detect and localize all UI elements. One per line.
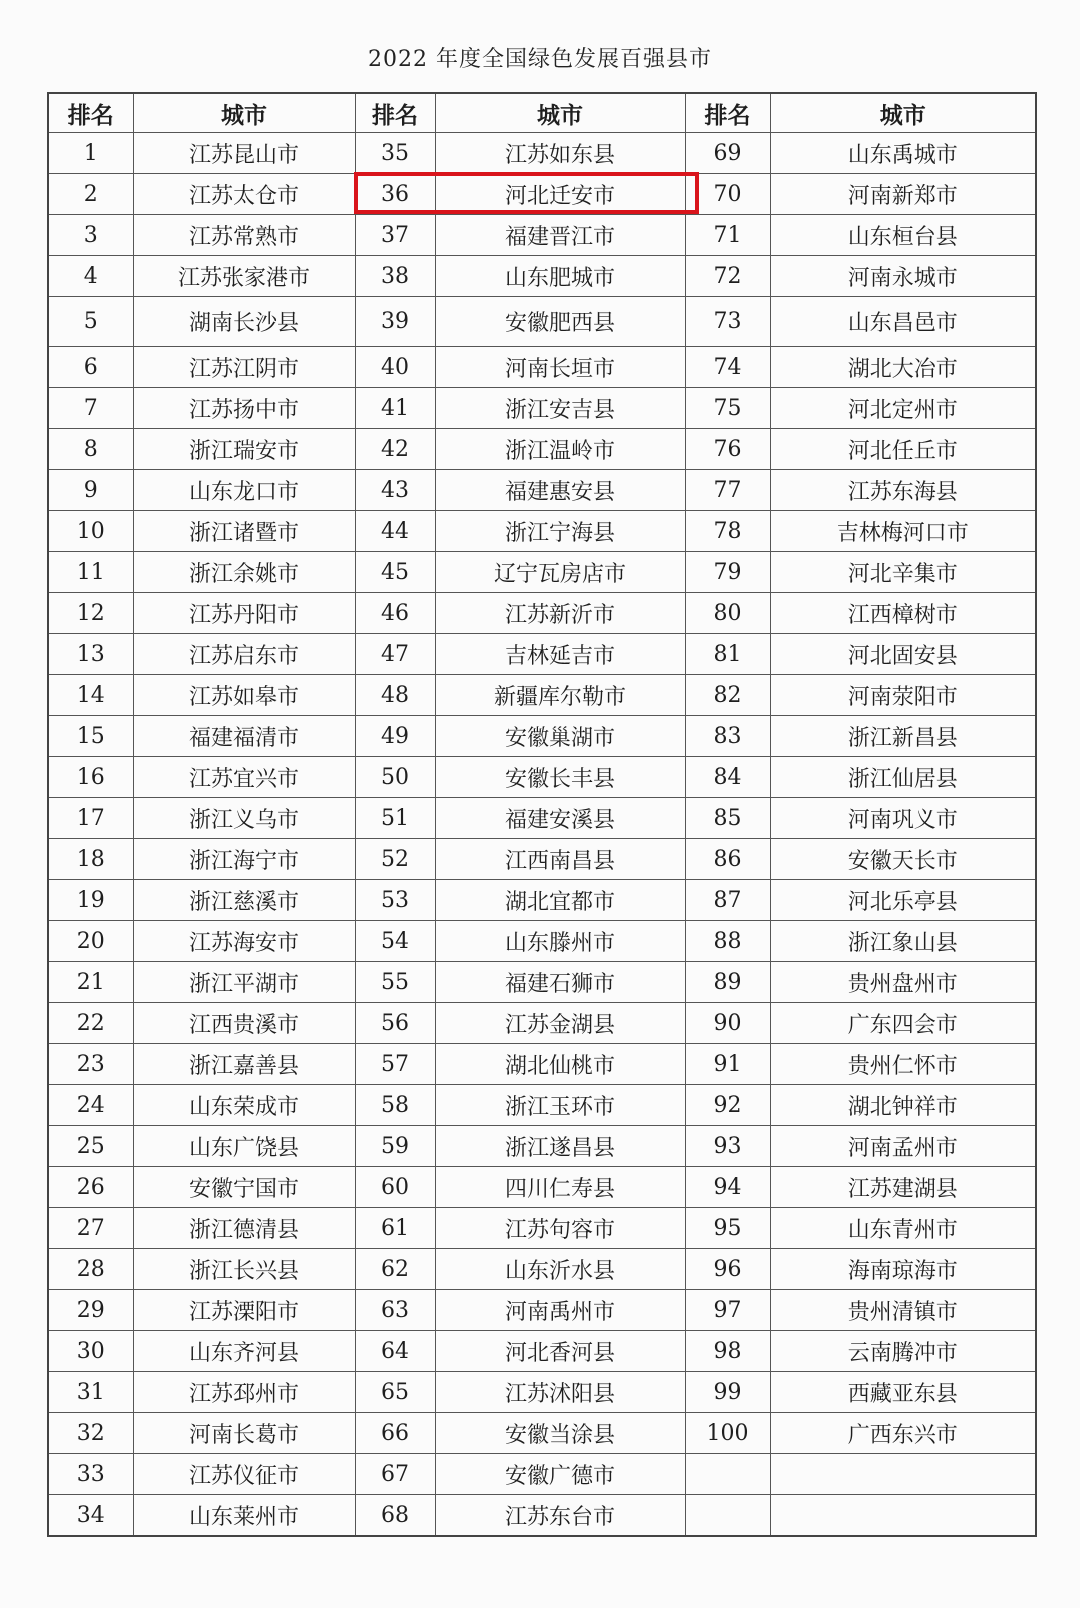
city-cell: 河北香河县 xyxy=(435,1331,685,1372)
rank-cell: 21 xyxy=(48,962,133,1003)
rank-cell: 89 xyxy=(685,962,770,1003)
table-row xyxy=(48,839,1036,880)
rank-cell: 64 xyxy=(355,1331,435,1372)
city-cell: 贵州盘州市 xyxy=(770,962,1036,1003)
table-row xyxy=(48,429,1036,470)
rank-cell: 94 xyxy=(685,1167,770,1208)
city-cell: 江苏建湖县 xyxy=(770,1167,1036,1208)
table-row xyxy=(48,1126,1036,1167)
rank-cell: 36 xyxy=(355,174,435,215)
city-cell: 浙江温岭市 xyxy=(435,429,685,470)
city-cell: 福建惠安县 xyxy=(435,470,685,511)
city-cell: 吉林梅河口市 xyxy=(770,511,1036,552)
rank-cell: 87 xyxy=(685,880,770,921)
rank-cell: 32 xyxy=(48,1413,133,1454)
rank-cell: 72 xyxy=(685,256,770,297)
rank-cell: 4 xyxy=(48,256,133,297)
rank-cell: 52 xyxy=(355,839,435,880)
rank-cell: 65 xyxy=(355,1372,435,1413)
table-row xyxy=(48,552,1036,593)
rank-cell: 17 xyxy=(48,798,133,839)
rank-cell: 88 xyxy=(685,921,770,962)
rank-cell: 61 xyxy=(355,1208,435,1249)
rank-cell: 46 xyxy=(355,593,435,634)
rank-cell: 50 xyxy=(355,757,435,798)
city-cell: 江苏沭阳县 xyxy=(435,1372,685,1413)
city-cell: 西藏亚东县 xyxy=(770,1372,1036,1413)
city-cell: 江苏东台市 xyxy=(435,1495,685,1537)
table-row xyxy=(48,593,1036,634)
ranking-table xyxy=(47,92,1037,1537)
rank-cell: 1 xyxy=(48,133,133,174)
city-cell: 江苏新沂市 xyxy=(435,593,685,634)
rank-cell: 5 xyxy=(48,297,133,347)
rank-cell: 67 xyxy=(355,1454,435,1495)
city-cell: 云南腾冲市 xyxy=(770,1331,1036,1372)
rank-cell: 76 xyxy=(685,429,770,470)
city-cell: 湖北宜都市 xyxy=(435,880,685,921)
city-cell: 安徽肥西县 xyxy=(435,297,685,347)
page-title: 2022 年度全国绿色发展百强县市 xyxy=(368,47,712,72)
table-row xyxy=(48,798,1036,839)
city-cell: 河北固安县 xyxy=(770,634,1036,675)
rank-cell: 75 xyxy=(685,388,770,429)
rank-cell: 71 xyxy=(685,215,770,256)
header-city: 城市 xyxy=(133,93,355,133)
rank-cell: 23 xyxy=(48,1044,133,1085)
city-cell: 浙江宁海县 xyxy=(435,511,685,552)
rank-cell: 9 xyxy=(48,470,133,511)
city-cell: 新疆库尔勒市 xyxy=(435,675,685,716)
rank-cell: 18 xyxy=(48,839,133,880)
city-cell: 河南荥阳市 xyxy=(770,675,1036,716)
rank-cell: 86 xyxy=(685,839,770,880)
city-cell: 山东荣成市 xyxy=(133,1085,355,1126)
city-cell: 江苏仪征市 xyxy=(133,1454,355,1495)
rank-cell: 12 xyxy=(48,593,133,634)
rank-cell: 43 xyxy=(355,470,435,511)
city-cell: 浙江瑞安市 xyxy=(133,429,355,470)
city-cell: 浙江慈溪市 xyxy=(133,880,355,921)
city-cell: 江苏昆山市 xyxy=(133,133,355,174)
rank-cell: 28 xyxy=(48,1249,133,1290)
table-header-row xyxy=(48,93,1036,133)
city-cell: 浙江长兴县 xyxy=(133,1249,355,1290)
city-cell: 安徽宁国市 xyxy=(133,1167,355,1208)
rank-cell: 63 xyxy=(355,1290,435,1331)
rank-cell: 31 xyxy=(48,1372,133,1413)
rank-cell: 51 xyxy=(355,798,435,839)
rank-cell: 68 xyxy=(355,1495,435,1537)
rank-cell: 48 xyxy=(355,675,435,716)
table-row xyxy=(48,133,1036,174)
city-cell: 江苏溧阳市 xyxy=(133,1290,355,1331)
rank-cell: 24 xyxy=(48,1085,133,1126)
city-cell: 贵州清镇市 xyxy=(770,1290,1036,1331)
rank-cell: 58 xyxy=(355,1085,435,1126)
city-cell: 江苏启东市 xyxy=(133,634,355,675)
rank-cell: 91 xyxy=(685,1044,770,1085)
city-cell: 安徽天长市 xyxy=(770,839,1036,880)
city-cell: 贵州仁怀市 xyxy=(770,1044,1036,1085)
table-row xyxy=(48,1413,1036,1454)
rank-cell xyxy=(685,1454,770,1495)
city-cell: 浙江平湖市 xyxy=(133,962,355,1003)
city-cell: 福建福清市 xyxy=(133,716,355,757)
rank-cell: 60 xyxy=(355,1167,435,1208)
rank-cell: 98 xyxy=(685,1331,770,1372)
city-cell: 浙江德清县 xyxy=(133,1208,355,1249)
rank-cell: 35 xyxy=(355,133,435,174)
table-row xyxy=(48,215,1036,256)
city-cell: 辽宁瓦房店市 xyxy=(435,552,685,593)
city-cell: 山东桓台县 xyxy=(770,215,1036,256)
rank-cell: 81 xyxy=(685,634,770,675)
table-row xyxy=(48,675,1036,716)
rank-cell: 77 xyxy=(685,470,770,511)
table-row xyxy=(48,1290,1036,1331)
city-cell: 江苏丹阳市 xyxy=(133,593,355,634)
city-cell: 江苏太仓市 xyxy=(133,174,355,215)
city-cell: 河南禹州市 xyxy=(435,1290,685,1331)
rank-cell: 57 xyxy=(355,1044,435,1085)
rank-cell: 6 xyxy=(48,347,133,388)
table-row xyxy=(48,388,1036,429)
city-cell: 河南孟州市 xyxy=(770,1126,1036,1167)
city-cell: 江苏扬中市 xyxy=(133,388,355,429)
rank-cell: 14 xyxy=(48,675,133,716)
city-cell: 浙江安吉县 xyxy=(435,388,685,429)
rank-cell: 41 xyxy=(355,388,435,429)
city-cell: 江苏邳州市 xyxy=(133,1372,355,1413)
table-row xyxy=(48,470,1036,511)
city-cell: 河北定州市 xyxy=(770,388,1036,429)
rank-cell: 59 xyxy=(355,1126,435,1167)
rank-cell: 37 xyxy=(355,215,435,256)
rank-cell: 54 xyxy=(355,921,435,962)
rank-cell: 2 xyxy=(48,174,133,215)
city-cell: 浙江余姚市 xyxy=(133,552,355,593)
city-cell: 湖北仙桃市 xyxy=(435,1044,685,1085)
rank-cell: 19 xyxy=(48,880,133,921)
city-cell: 江苏如皋市 xyxy=(133,675,355,716)
city-cell: 山东齐河县 xyxy=(133,1331,355,1372)
rank-cell: 99 xyxy=(685,1372,770,1413)
table-row xyxy=(48,511,1036,552)
rank-cell: 96 xyxy=(685,1249,770,1290)
city-cell: 山东广饶县 xyxy=(133,1126,355,1167)
table-row xyxy=(48,1495,1036,1537)
rank-cell: 11 xyxy=(48,552,133,593)
city-cell: 浙江诸暨市 xyxy=(133,511,355,552)
city-cell: 江苏海安市 xyxy=(133,921,355,962)
city-cell: 广东四会市 xyxy=(770,1003,1036,1044)
city-cell: 河北乐亭县 xyxy=(770,880,1036,921)
rank-cell: 13 xyxy=(48,634,133,675)
rank-cell: 20 xyxy=(48,921,133,962)
city-cell: 河南长垣市 xyxy=(435,347,685,388)
city-cell: 江苏如东县 xyxy=(435,133,685,174)
rank-cell: 15 xyxy=(48,716,133,757)
rank-cell: 29 xyxy=(48,1290,133,1331)
city-cell: 山东昌邑市 xyxy=(770,297,1036,347)
table-row xyxy=(48,1208,1036,1249)
city-cell: 四川仁寿县 xyxy=(435,1167,685,1208)
rank-cell: 22 xyxy=(48,1003,133,1044)
rank-cell: 69 xyxy=(685,133,770,174)
rank-cell: 26 xyxy=(48,1167,133,1208)
rank-cell: 38 xyxy=(355,256,435,297)
city-cell: 福建石狮市 xyxy=(435,962,685,1003)
rank-cell: 66 xyxy=(355,1413,435,1454)
rank-cell: 97 xyxy=(685,1290,770,1331)
city-cell: 安徽广德市 xyxy=(435,1454,685,1495)
table-row xyxy=(48,716,1036,757)
city-cell: 江西贵溪市 xyxy=(133,1003,355,1044)
rank-cell: 74 xyxy=(685,347,770,388)
city-cell: 山东肥城市 xyxy=(435,256,685,297)
city-cell: 山东禹城市 xyxy=(770,133,1036,174)
city-cell: 山东龙口市 xyxy=(133,470,355,511)
table-row xyxy=(48,1085,1036,1126)
rank-cell: 62 xyxy=(355,1249,435,1290)
city-cell: 江西樟树市 xyxy=(770,593,1036,634)
header-city: 城市 xyxy=(435,93,685,133)
city-cell: 湖南长沙县 xyxy=(133,297,355,347)
rank-cell: 93 xyxy=(685,1126,770,1167)
rank-cell: 33 xyxy=(48,1454,133,1495)
rank-cell: 70 xyxy=(685,174,770,215)
city-cell xyxy=(770,1495,1036,1537)
city-cell: 江苏宜兴市 xyxy=(133,757,355,798)
rank-cell: 79 xyxy=(685,552,770,593)
rank-cell: 34 xyxy=(48,1495,133,1537)
rank-cell: 56 xyxy=(355,1003,435,1044)
rank-cell: 40 xyxy=(355,347,435,388)
rank-cell: 83 xyxy=(685,716,770,757)
table-row xyxy=(48,962,1036,1003)
city-cell: 浙江象山县 xyxy=(770,921,1036,962)
city-cell: 江苏常熟市 xyxy=(133,215,355,256)
city-cell: 河南巩义市 xyxy=(770,798,1036,839)
city-cell: 河南新郑市 xyxy=(770,174,1036,215)
rank-cell: 73 xyxy=(685,297,770,347)
rank-cell: 45 xyxy=(355,552,435,593)
table-row xyxy=(48,174,1036,215)
rank-cell: 100 xyxy=(685,1413,770,1454)
city-cell: 浙江义乌市 xyxy=(133,798,355,839)
city-cell: 河南永城市 xyxy=(770,256,1036,297)
rank-cell: 44 xyxy=(355,511,435,552)
city-cell: 江苏张家港市 xyxy=(133,256,355,297)
table-row xyxy=(48,880,1036,921)
table-row xyxy=(48,757,1036,798)
table-row xyxy=(48,1331,1036,1372)
city-cell: 湖北钟祥市 xyxy=(770,1085,1036,1126)
table-row xyxy=(48,297,1036,347)
city-cell: 河北任丘市 xyxy=(770,429,1036,470)
city-cell: 河北迁安市 xyxy=(435,174,685,215)
rank-cell: 47 xyxy=(355,634,435,675)
city-cell: 湖北大冶市 xyxy=(770,347,1036,388)
city-cell: 浙江新昌县 xyxy=(770,716,1036,757)
table-row xyxy=(48,921,1036,962)
table-row xyxy=(48,347,1036,388)
city-cell: 海南琼海市 xyxy=(770,1249,1036,1290)
rank-cell: 10 xyxy=(48,511,133,552)
city-cell: 河北辛集市 xyxy=(770,552,1036,593)
rank-cell: 78 xyxy=(685,511,770,552)
rank-cell: 25 xyxy=(48,1126,133,1167)
rank-cell: 30 xyxy=(48,1331,133,1372)
rank-cell: 85 xyxy=(685,798,770,839)
rank-cell: 39 xyxy=(355,297,435,347)
header-rank: 排名 xyxy=(48,93,133,133)
header-rank: 排名 xyxy=(685,93,770,133)
rank-cell: 95 xyxy=(685,1208,770,1249)
city-cell: 安徽长丰县 xyxy=(435,757,685,798)
city-cell: 山东青州市 xyxy=(770,1208,1036,1249)
rank-cell: 92 xyxy=(685,1085,770,1126)
city-cell: 安徽当涂县 xyxy=(435,1413,685,1454)
table-row xyxy=(48,1044,1036,1085)
rank-cell: 90 xyxy=(685,1003,770,1044)
city-cell: 江苏东海县 xyxy=(770,470,1036,511)
city-cell: 河南长葛市 xyxy=(133,1413,355,1454)
city-cell: 安徽巢湖市 xyxy=(435,716,685,757)
rank-cell: 16 xyxy=(48,757,133,798)
table-row xyxy=(48,1167,1036,1208)
rank-cell: 80 xyxy=(685,593,770,634)
rank-cell: 53 xyxy=(355,880,435,921)
table-row xyxy=(48,256,1036,297)
city-cell: 江苏江阴市 xyxy=(133,347,355,388)
city-cell: 广西东兴市 xyxy=(770,1413,1036,1454)
rank-cell: 3 xyxy=(48,215,133,256)
city-cell: 浙江玉环市 xyxy=(435,1085,685,1126)
table-row xyxy=(48,1372,1036,1413)
rank-cell: 84 xyxy=(685,757,770,798)
city-cell: 福建晋江市 xyxy=(435,215,685,256)
city-cell: 山东沂水县 xyxy=(435,1249,685,1290)
rank-cell: 8 xyxy=(48,429,133,470)
table-row xyxy=(48,1003,1036,1044)
table-row xyxy=(48,1249,1036,1290)
rank-cell xyxy=(685,1495,770,1537)
city-cell: 浙江嘉善县 xyxy=(133,1044,355,1085)
city-cell xyxy=(770,1454,1036,1495)
city-cell: 浙江仙居县 xyxy=(770,757,1036,798)
rank-cell: 82 xyxy=(685,675,770,716)
city-cell: 江苏金湖县 xyxy=(435,1003,685,1044)
header-city: 城市 xyxy=(770,93,1036,133)
city-cell: 吉林延吉市 xyxy=(435,634,685,675)
city-cell: 浙江遂昌县 xyxy=(435,1126,685,1167)
city-cell: 福建安溪县 xyxy=(435,798,685,839)
rank-cell: 49 xyxy=(355,716,435,757)
table-row xyxy=(48,1454,1036,1495)
city-cell: 江苏句容市 xyxy=(435,1208,685,1249)
header-rank: 排名 xyxy=(355,93,435,133)
city-cell: 浙江海宁市 xyxy=(133,839,355,880)
table-row xyxy=(48,634,1036,675)
rank-cell: 7 xyxy=(48,388,133,429)
city-cell: 山东滕州市 xyxy=(435,921,685,962)
rank-cell: 42 xyxy=(355,429,435,470)
rank-cell: 55 xyxy=(355,962,435,1003)
city-cell: 山东莱州市 xyxy=(133,1495,355,1537)
rank-cell: 27 xyxy=(48,1208,133,1249)
city-cell: 江西南昌县 xyxy=(435,839,685,880)
